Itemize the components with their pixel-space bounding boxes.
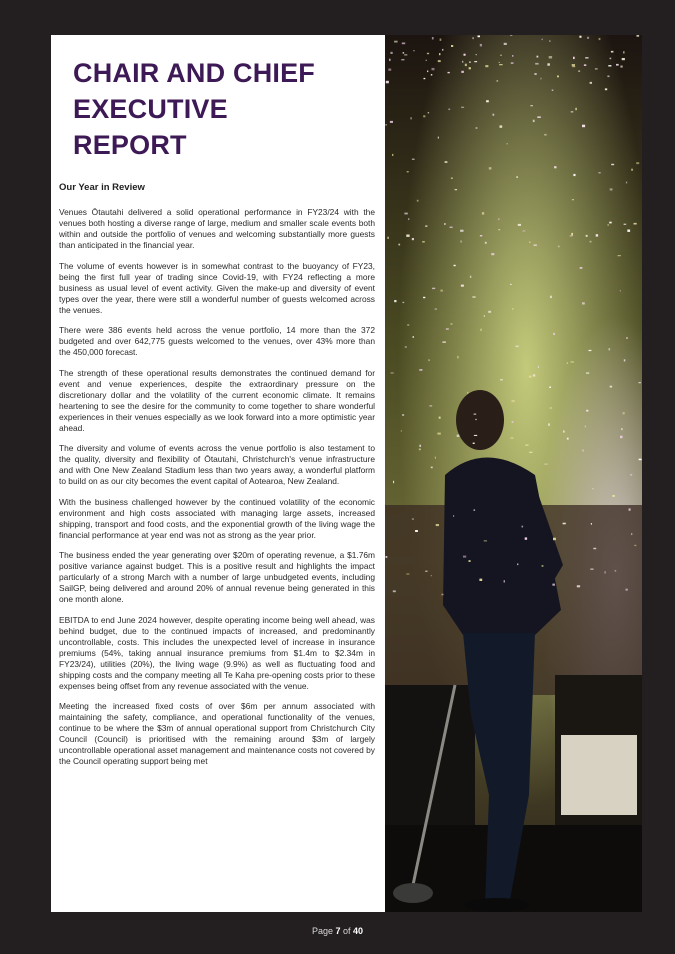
confetti-piece <box>530 105 533 106</box>
confetti-piece <box>577 585 580 587</box>
confetti-piece <box>428 112 429 113</box>
confetti-piece <box>440 290 443 292</box>
confetti-piece <box>529 452 532 453</box>
confetti-piece <box>431 74 433 75</box>
confetti-piece <box>599 38 601 40</box>
confetti-piece <box>469 560 471 562</box>
confetti-piece <box>529 242 530 243</box>
confetti-piece <box>585 57 588 59</box>
confetti-piece <box>475 419 477 420</box>
confetti-piece <box>460 230 463 232</box>
confetti-piece <box>467 392 468 394</box>
confetti-piece <box>386 81 389 84</box>
confetti-piece <box>578 71 580 72</box>
confetti-piece <box>457 435 460 437</box>
confetti-piece <box>582 125 585 128</box>
confetti-piece <box>549 387 551 389</box>
title-line: REPORT <box>73 130 187 160</box>
confetti-piece <box>523 230 526 231</box>
confetti-piece <box>429 405 432 406</box>
body-paragraph: The business ended the year generating over $20m of operating revenue, a $1.76m positive variance against budget. This is a positive result and highlights the impact particularly of a strong March with a number of large unbudgeted events, including SailGP, being delivered and around 20% of annual revenue being generated in this one month alone. <box>59 550 375 604</box>
confetti-piece <box>455 189 458 190</box>
confetti-piece <box>497 80 499 81</box>
confetti-piece <box>572 199 574 200</box>
confetti-piece <box>412 238 414 240</box>
confetti-piece <box>611 164 614 165</box>
confetti-piece <box>431 467 433 469</box>
confetti-piece <box>461 285 464 287</box>
confetti-piece <box>510 437 513 439</box>
report-page <box>51 35 642 912</box>
confetti-piece <box>407 324 409 325</box>
confetti-piece <box>629 508 631 510</box>
confetti-piece <box>389 59 390 61</box>
confetti-piece <box>462 61 463 63</box>
confetti-piece <box>616 64 619 66</box>
confetti-piece <box>504 43 507 45</box>
confetti-piece <box>426 60 427 61</box>
body-paragraph: There were 386 events held across the venue portfolio, 14 more than the 372 budgeted and over 642,775 guests welcomed to the venues, over 43% more than the 450,000 forecast. <box>59 325 375 357</box>
confetti-piece <box>622 58 625 60</box>
confetti-piece <box>590 82 592 84</box>
confetti-piece <box>512 421 514 423</box>
confetti-piece <box>615 570 617 571</box>
confetti-piece <box>393 590 396 592</box>
confetti-piece <box>587 37 589 39</box>
confetti-piece <box>627 230 630 232</box>
confetti-piece <box>387 237 388 239</box>
confetti-piece <box>499 62 500 63</box>
confetti-piece <box>493 114 495 116</box>
confetti-piece <box>537 116 541 118</box>
confetti-piece <box>553 333 555 335</box>
confetti-piece <box>437 433 440 435</box>
confetti-piece <box>435 457 436 459</box>
confetti-piece <box>461 241 462 243</box>
confetti-piece <box>432 37 434 40</box>
confetti-piece <box>476 127 478 128</box>
confetti-piece <box>412 518 414 519</box>
confetti-piece <box>563 431 565 433</box>
confetti-piece <box>402 414 404 415</box>
page-separator: of <box>340 926 354 936</box>
confetti-piece <box>516 346 519 348</box>
confetti-piece <box>406 235 409 237</box>
confetti-piece <box>567 362 568 363</box>
confetti-piece <box>579 36 581 38</box>
confetti-piece <box>534 244 537 246</box>
confetti-piece <box>572 66 575 67</box>
confetti-piece <box>390 52 392 54</box>
confetti-piece <box>424 78 426 79</box>
confetti-piece <box>407 171 409 172</box>
confetti-piece <box>553 538 556 541</box>
confetti-piece <box>500 55 502 56</box>
confetti-piece <box>474 413 477 415</box>
confetti-piece <box>549 40 550 41</box>
confetti-piece <box>479 579 482 581</box>
confetti-piece <box>522 526 524 528</box>
confetti-piece <box>608 65 611 66</box>
page-current: 7 <box>335 926 341 936</box>
confetti-piece <box>431 575 432 576</box>
confetti-piece <box>544 464 547 465</box>
confetti-piece <box>427 53 429 54</box>
confetti-piece <box>423 297 425 298</box>
confetti-piece <box>512 55 513 57</box>
body-paragraph: The strength of these operational results demonstrates the continued demand for event and venue experiences, despite the extraordinary pressure on the discretionary dollar and the volatility of the current economic climate. It remains heartening to see the desire for the community to come together to share wonderful experiences in their venues especially as we look forward into a more optimistic year ahead. <box>59 367 375 433</box>
confetti-piece <box>544 134 546 136</box>
confetti-piece <box>626 589 628 591</box>
confetti-piece <box>485 242 487 244</box>
confetti-piece <box>435 309 437 310</box>
title-line: EXECUTIVE <box>73 94 228 124</box>
confetti-piece <box>624 224 627 225</box>
confetti-piece <box>436 524 439 526</box>
confetti-piece <box>620 436 622 439</box>
confetti-piece <box>484 540 487 541</box>
confetti-piece <box>391 372 394 373</box>
confetti-piece <box>621 428 622 430</box>
confetti-piece <box>552 584 555 586</box>
confetti-piece <box>498 219 500 220</box>
confetti-piece <box>500 125 503 127</box>
confetti-piece <box>609 348 611 350</box>
confetti-piece <box>554 166 556 168</box>
confetti-piece <box>605 571 606 573</box>
confetti-piece <box>388 69 391 71</box>
confetti-piece <box>480 44 482 47</box>
section-heading: Our Year in Review <box>59 182 145 193</box>
confetti-piece <box>439 53 440 55</box>
confetti-piece <box>425 571 427 572</box>
confetti-piece <box>489 167 492 169</box>
confetti-piece <box>612 495 615 497</box>
confetti-piece <box>590 569 593 570</box>
confetti-piece <box>473 443 475 444</box>
body-paragraph: Meeting the increased fixed costs of over $6m per annum associated with maintaining the safety, compliance, and operational functionality of the venues, continue to be where the $3m of annual operational support from Christchurch City Council (Council) is prioritised with the remaining around $3m of largely uncontrollable operational asset management and maintenance costs not covered by the Council operating support being met <box>59 701 375 766</box>
confetti-piece <box>461 71 464 73</box>
confetti-piece <box>448 72 450 73</box>
confetti-piece <box>438 60 441 62</box>
confetti-piece <box>491 253 494 255</box>
confetti-piece <box>432 68 435 70</box>
confetti-piece <box>428 359 430 361</box>
confetti-piece <box>442 341 446 343</box>
confetti-piece <box>413 336 414 338</box>
confetti-piece <box>563 523 566 525</box>
confetti-piece <box>420 445 421 447</box>
confetti-piece <box>537 56 539 58</box>
confetti-piece <box>500 379 503 381</box>
confetti-piece <box>498 229 500 230</box>
confetti-piece <box>573 57 575 59</box>
confetti-piece <box>596 234 598 236</box>
confetti-piece <box>461 107 464 108</box>
confetti-piece <box>450 323 452 324</box>
confetti-piece <box>423 115 425 117</box>
confetti-piece <box>469 67 471 69</box>
confetti-piece <box>571 361 574 363</box>
confetti-piece <box>474 509 476 510</box>
body-paragraph: The volume of events however is in somewhat contrast to the buoyancy of FY23, being the first full year of trading since Covid-19, with FY24 reflecting a more business as usual level of event activity. Given the make-up and diversity of event types over the year, there were still a wonderful number of guests welcomed across the venues. <box>59 260 375 315</box>
confetti-piece <box>422 241 425 242</box>
confetti-piece <box>419 449 421 451</box>
confetti-piece <box>623 51 625 53</box>
confetti-piece <box>482 212 484 214</box>
confetti-piece <box>401 59 404 60</box>
confetti-piece <box>590 241 592 243</box>
confetti-piece <box>631 533 632 535</box>
confetti-piece <box>580 267 583 269</box>
confetti-piece <box>457 356 458 359</box>
confetti-piece <box>610 188 613 190</box>
confetti-piece <box>557 76 559 78</box>
page-prefix: Page <box>311 926 336 936</box>
confetti-piece <box>639 459 642 461</box>
confetti-piece <box>589 350 592 351</box>
confetti-piece <box>582 302 585 304</box>
confetti-piece <box>401 430 402 431</box>
confetti-piece <box>488 311 491 313</box>
confetti-piece <box>386 556 388 558</box>
confetti-piece <box>394 41 398 43</box>
confetti-piece <box>417 200 419 202</box>
confetti-piece <box>582 450 584 452</box>
confetti-piece <box>567 438 569 440</box>
confetti-piece <box>402 43 405 45</box>
confetti-piece <box>630 474 632 476</box>
confetti-piece <box>593 548 596 549</box>
confetti-piece <box>626 182 627 184</box>
confetti-piece <box>591 523 592 525</box>
confetti-piece <box>408 218 409 220</box>
confetti-piece <box>550 296 552 298</box>
confetti-piece <box>636 162 639 164</box>
confetti-piece <box>550 408 552 409</box>
confetti-piece <box>517 564 518 566</box>
confetti-piece <box>609 222 612 224</box>
confetti-piece <box>403 52 405 54</box>
confetti-piece <box>533 374 536 376</box>
confetti-piece <box>634 545 636 546</box>
confetti-piece <box>598 172 600 173</box>
confetti-piece <box>476 54 477 55</box>
confetti-piece <box>404 213 407 215</box>
title-line: CHAIR AND CHIEF <box>73 58 315 88</box>
confetti-piece <box>533 120 535 122</box>
confetti-piece <box>585 426 586 428</box>
confetti-piece <box>415 530 418 532</box>
confetti-piece <box>412 159 415 160</box>
confetti-piece <box>472 37 473 39</box>
confetti-piece <box>592 488 593 489</box>
confetti-piece <box>453 515 454 516</box>
confetti-piece <box>478 36 481 38</box>
confetti-piece <box>472 296 475 298</box>
confetti-piece <box>584 64 586 66</box>
confetti-piece <box>446 328 449 330</box>
body-paragraph: With the business challenged however by the continued volatility of the economic environment and high costs associated with managing large assets, increased shipping, transport and food costs, and the exponential growth of the living wage the financial performance at year end was not as strong as the year prior. <box>59 496 375 540</box>
confetti-piece <box>518 224 521 226</box>
confetti-piece <box>571 233 573 236</box>
confetti-piece <box>464 54 466 56</box>
confetti-piece <box>465 64 467 66</box>
confetti-piece <box>439 417 441 419</box>
confetti-piece <box>403 302 405 303</box>
confetti-piece <box>572 64 575 66</box>
confetti-piece <box>499 64 502 65</box>
confetti-piece <box>442 49 443 51</box>
confetti-piece <box>586 372 589 373</box>
confetti-piece <box>390 121 393 123</box>
confetti-piece <box>610 386 612 388</box>
confetti-piece <box>549 56 552 59</box>
confetti-piece <box>411 117 412 119</box>
confetti-piece <box>626 337 627 339</box>
confetti-piece <box>398 244 400 246</box>
confetti-piece <box>406 574 409 575</box>
page-title <box>73 55 315 163</box>
confetti-piece <box>470 276 471 278</box>
confetti-piece <box>480 235 482 236</box>
confetti-piece <box>575 108 577 110</box>
confetti-piece <box>608 224 609 226</box>
confetti-piece <box>510 284 511 285</box>
confetti-piece <box>474 61 477 62</box>
confetti-piece <box>448 109 450 110</box>
confetti-piece <box>504 580 505 582</box>
confetti-piece <box>394 300 396 302</box>
confetti-piece <box>529 376 532 378</box>
confetti-piece <box>611 51 614 53</box>
confetti-piece <box>485 65 488 67</box>
confetti-piece <box>405 346 407 347</box>
confetti-piece <box>542 565 544 567</box>
confetti-piece <box>454 265 456 266</box>
confetti-piece <box>548 423 550 425</box>
confetti-piece <box>595 68 598 69</box>
body-paragraph: The diversity and volume of events across the venue portfolio is also testament to the quality, diversity and flexibility of Ōtautahi, Christchurch's venue infrastructure and with One New Zealand Stadium less than two years away, a wonderful platform to build on as our city becomes the event capital of Aotearoa, New Zealand. <box>59 443 375 486</box>
confetti-piece <box>586 235 588 237</box>
confetti-piece <box>620 290 621 292</box>
confetti-piece <box>610 58 612 60</box>
confetti-piece <box>413 50 415 51</box>
confetti-piece <box>450 227 453 228</box>
confetti-piece <box>540 78 541 80</box>
text-column <box>51 35 385 912</box>
body-paragraph: Venues Ōtautahi delivered a solid operational performance in FY23/24 with the venues both hosting a diverse range of large, medium and smaller scale events both within and outside the portfolio of venues and welcoming substantially more guests than anticipated in the financial year. <box>59 207 375 250</box>
confetti-piece <box>547 63 550 65</box>
confetti-piece <box>516 176 518 177</box>
confetti-piece <box>525 537 527 539</box>
confetti-piece <box>451 177 453 179</box>
confetti-piece <box>404 54 407 55</box>
confetti-piece <box>438 137 439 139</box>
confetti-piece <box>440 39 442 41</box>
page-total: 40 <box>353 926 364 936</box>
body-paragraph: EBITDA to end June 2024 however, despite operating income being well ahead, was behind budget, due to the continued impacts of increased, and predominantly uncontrollable, costs. This includes the unexpected level of increase in insurance premiums (54%, taking annual insurance premiums from $1.4m to $2.34m in FY23/24), utilities (20%), the living wage (9.9%) as well as fluctuating food and shipping costs and the company meeting all Te Kaha pre-opening costs prior to these expenses being offset from any revenue associated with the venue. <box>59 614 375 691</box>
confetti-piece <box>393 481 394 483</box>
confetti-piece <box>631 169 633 171</box>
confetti-piece <box>506 143 508 144</box>
confetti-piece <box>474 435 477 436</box>
confetti-piece <box>571 111 574 113</box>
page-number <box>0 926 675 936</box>
confetti-piece <box>639 382 641 383</box>
confetti-piece <box>445 161 448 163</box>
confetti-piece <box>542 39 543 40</box>
confetti-piece <box>535 63 538 65</box>
confetti-piece <box>432 288 435 289</box>
confetti-piece <box>634 223 637 225</box>
report-body <box>59 207 375 777</box>
confetti-piece <box>442 594 444 596</box>
confetti-piece <box>419 369 422 371</box>
confetti-piece <box>605 88 607 90</box>
concert-photo-image <box>385 35 642 912</box>
confetti-piece <box>444 223 446 225</box>
confetti-piece <box>392 154 393 156</box>
confetti-piece <box>623 412 625 414</box>
confetti-piece <box>538 366 539 368</box>
confetti-piece <box>618 255 621 256</box>
confetti-piece <box>620 66 622 68</box>
confetti-piece <box>484 315 485 316</box>
confetti-piece <box>586 410 588 412</box>
confetti-piece <box>534 73 536 75</box>
confetti-piece <box>624 359 626 361</box>
confetti-piece <box>512 308 513 310</box>
confetti-piece <box>425 225 427 227</box>
confetti-piece <box>486 100 489 102</box>
confetti-piece <box>511 62 514 64</box>
confetti-piece <box>525 444 528 445</box>
concert-photo <box>385 35 642 912</box>
confetti-piece <box>637 35 640 36</box>
confetti-piece <box>451 45 453 47</box>
confetti-piece <box>573 174 575 176</box>
confetti-piece <box>570 235 573 236</box>
confetti-piece <box>552 90 554 91</box>
confetti-piece <box>469 61 470 63</box>
confetti-piece <box>558 246 560 248</box>
confetti-piece <box>427 71 428 73</box>
confetti-piece <box>385 124 386 125</box>
confetti-piece <box>607 76 609 78</box>
confetti-piece <box>480 329 482 331</box>
confetti-piece <box>511 400 514 402</box>
confetti-piece <box>510 35 512 36</box>
confetti-piece <box>463 556 466 558</box>
